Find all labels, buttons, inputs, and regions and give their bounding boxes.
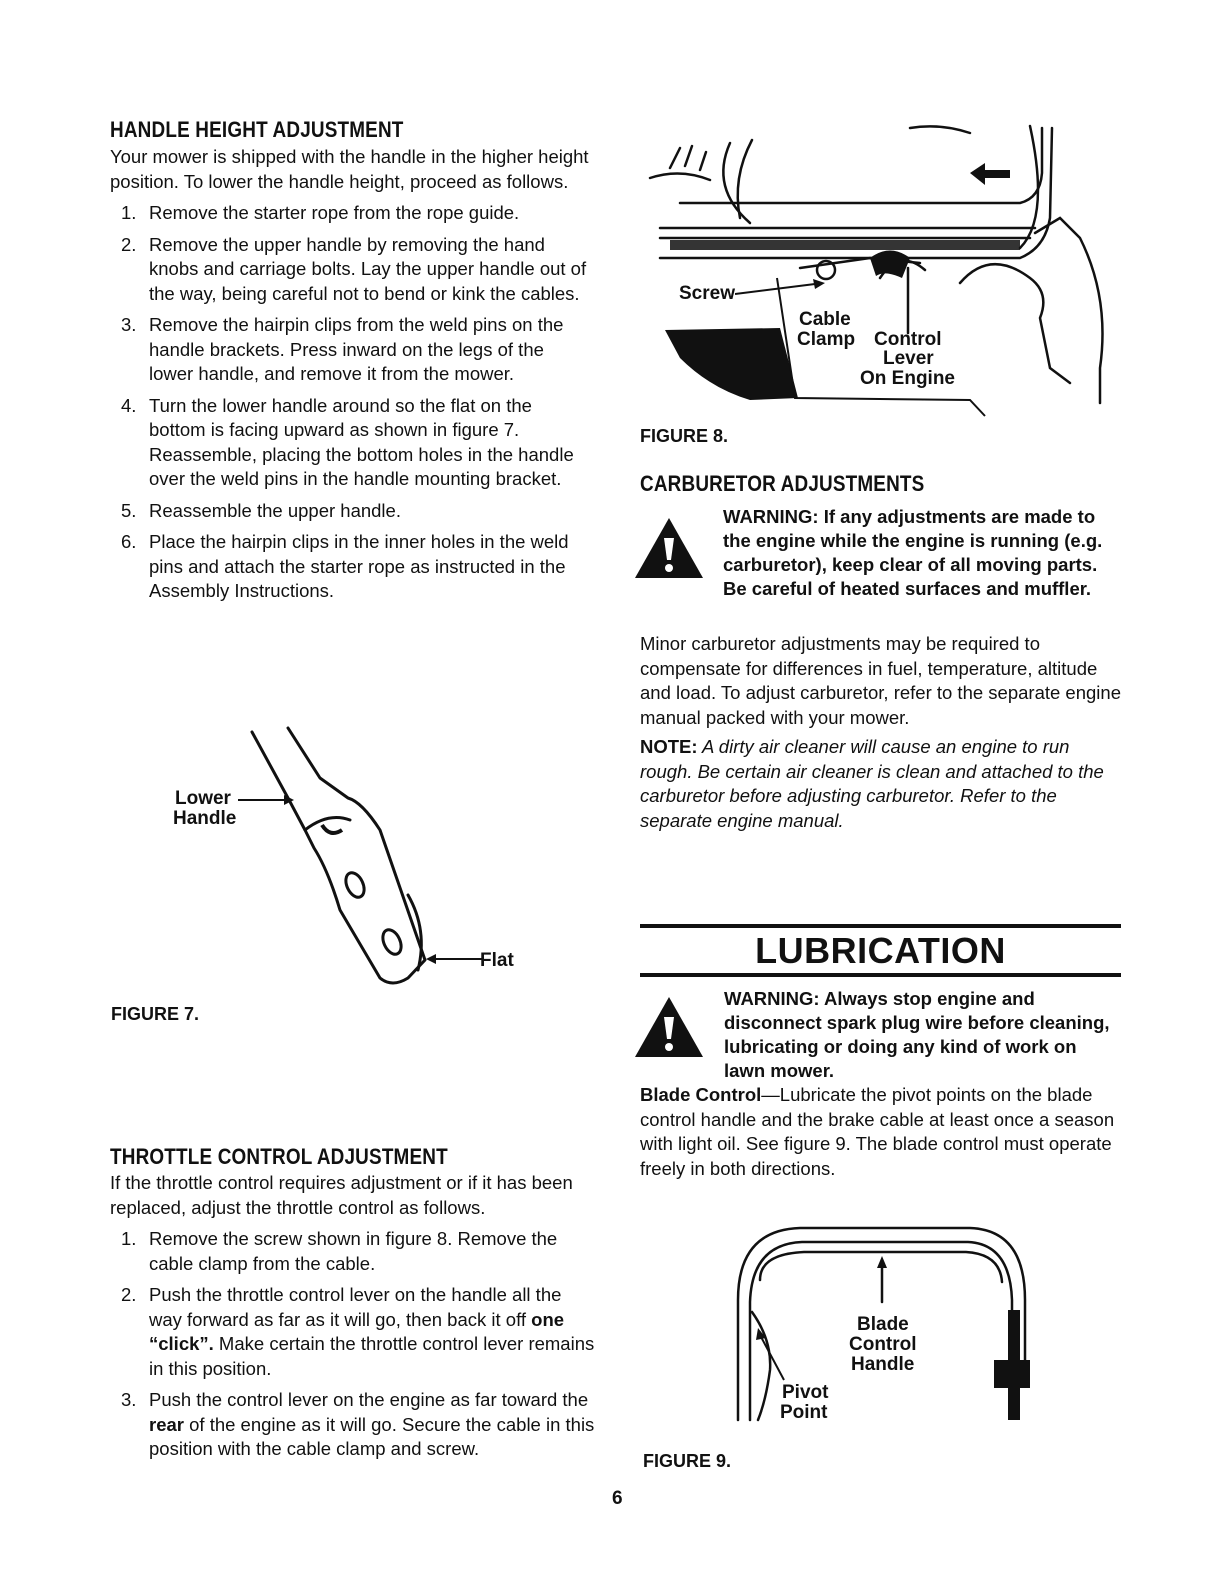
carburetor-body: Minor carburetor adjustments may be required to compensate for differences in fuel, temperature, altitude and load. To adjust carburetor, refer to the separate engine manual packed with your mower. [640, 633, 1121, 728]
handle-label: Handle [173, 808, 237, 829]
handle-height-intro: Your mower is shipped with the handle in the higher height position. To lower the handle height, proceed as follows. [110, 146, 589, 192]
warning-icon [633, 995, 705, 1059]
lubrication-rule-bottom [640, 973, 1121, 977]
cable-label: Cable [799, 309, 851, 330]
lubrication-warning: WARNING: Always stop engine and disconnect spark plug wire before cleaning, lubricating or doing any kind of work on lawn mower. [724, 988, 1110, 1081]
handle-height-steps [110, 201, 592, 604]
point-label: Point [780, 1402, 828, 1423]
carburetor-warning: WARNING: If any adjustments are made to the engine while the engine is running (e.g. carburetor), keep clear of all moving parts. Be careful of heated surfaces and muffler. [723, 506, 1103, 599]
blade-label: Blade [857, 1314, 909, 1335]
throttle-intro: If the throttle control requires adjustment or if it has been replaced, adjust the throttle control as follows. [110, 1172, 573, 1218]
list-item: 3. Push the control lever on the engine as far toward the rear of the engine as it will go. Secure the cable in this position with the cable clamp and screw. [121, 1389, 595, 1459]
figure-8-caption: FIGURE 8. [640, 426, 729, 446]
flat-label: Flat [480, 950, 514, 971]
list-item: 2. Remove the upper handle by removing the hand knobs and carriage bolts. Lay the upper handle out of the way, being careful not to bend or kink the cables. [121, 233, 587, 304]
page-number: 6 [612, 1488, 623, 1509]
control-label: Control [849, 1334, 917, 1355]
carburetor-note: NOTE: A dirty air cleaner will cause an engine to run rough. Be certain air cleaner is clean and attached to the carburetor before adjusting carburetor. Refer to the separate engine manual. [640, 736, 1104, 831]
list-item: 3. Remove the hairpin clips from the weld pins on the handle brackets. Press inward on the legs of the lower handle, and remove it from the mower. [121, 314, 564, 384]
lower-handle-illustration [230, 720, 490, 990]
control-label: Control [874, 329, 942, 350]
lower-label: Lower [175, 788, 231, 809]
list-item: 1. Remove the screw shown in figure 8. Remove the cable clamp from the cable. [121, 1228, 558, 1274]
handle-height-heading: HANDLE HEIGHT ADJUSTMENT [110, 117, 404, 142]
blade-control-text: Blade Control—Lubricate the pivot points on the blade control handle and the brake cable at least once a season with light oil. See figure 9. The blade control must operate freely in both directions. [640, 1084, 1115, 1179]
figure-7-caption: FIGURE 7. [111, 1004, 200, 1024]
throttle-steps [110, 1227, 596, 1462]
list-item: 2. Push the throttle control lever on the handle all the way forward as far as it will go, then back it off one “click”. Make certain the throttle control lever remains in this position. [121, 1284, 595, 1379]
carburetor-heading: CARBURETOR ADJUSTMENTS [640, 471, 925, 496]
pivot-label: Pivot [782, 1382, 829, 1403]
warning-icon [633, 516, 705, 580]
lubrication-rule-top [640, 924, 1121, 928]
list-item: 1. Remove the starter rope from the rope guide. [121, 202, 520, 223]
lower-arrow [238, 792, 294, 808]
left-column [110, 117, 592, 604]
list-item: 4. Turn the lower handle around so the flat on the bottom is facing upward as shown in figure 7. Reassemble, placing the bottom holes in the handle over the weld pins in the handle mounting bracket. [121, 394, 574, 489]
list-item: 6. Place the hairpin clips in the inner holes in the weld pins and attach the starter rope as instructed in the Assembly Instructions. [121, 531, 569, 601]
lubrication-heading: LUBRICATION [755, 930, 1006, 971]
handle-label: Handle [851, 1354, 915, 1375]
figure-9-caption: FIGURE 9. [643, 1451, 732, 1471]
throttle-section [110, 1144, 596, 1462]
lever-label: Lever [883, 348, 934, 369]
clamp-label: Clamp [797, 329, 856, 350]
on-engine-label: On Engine [860, 368, 955, 389]
flat-arrow [426, 951, 482, 967]
screw-arrow [735, 278, 827, 302]
screw-label: Screw [679, 283, 735, 304]
list-item: 5. Reassemble the upper handle. [121, 499, 401, 521]
throttle-heading: THROTTLE CONTROL ADJUSTMENT [110, 1144, 448, 1169]
